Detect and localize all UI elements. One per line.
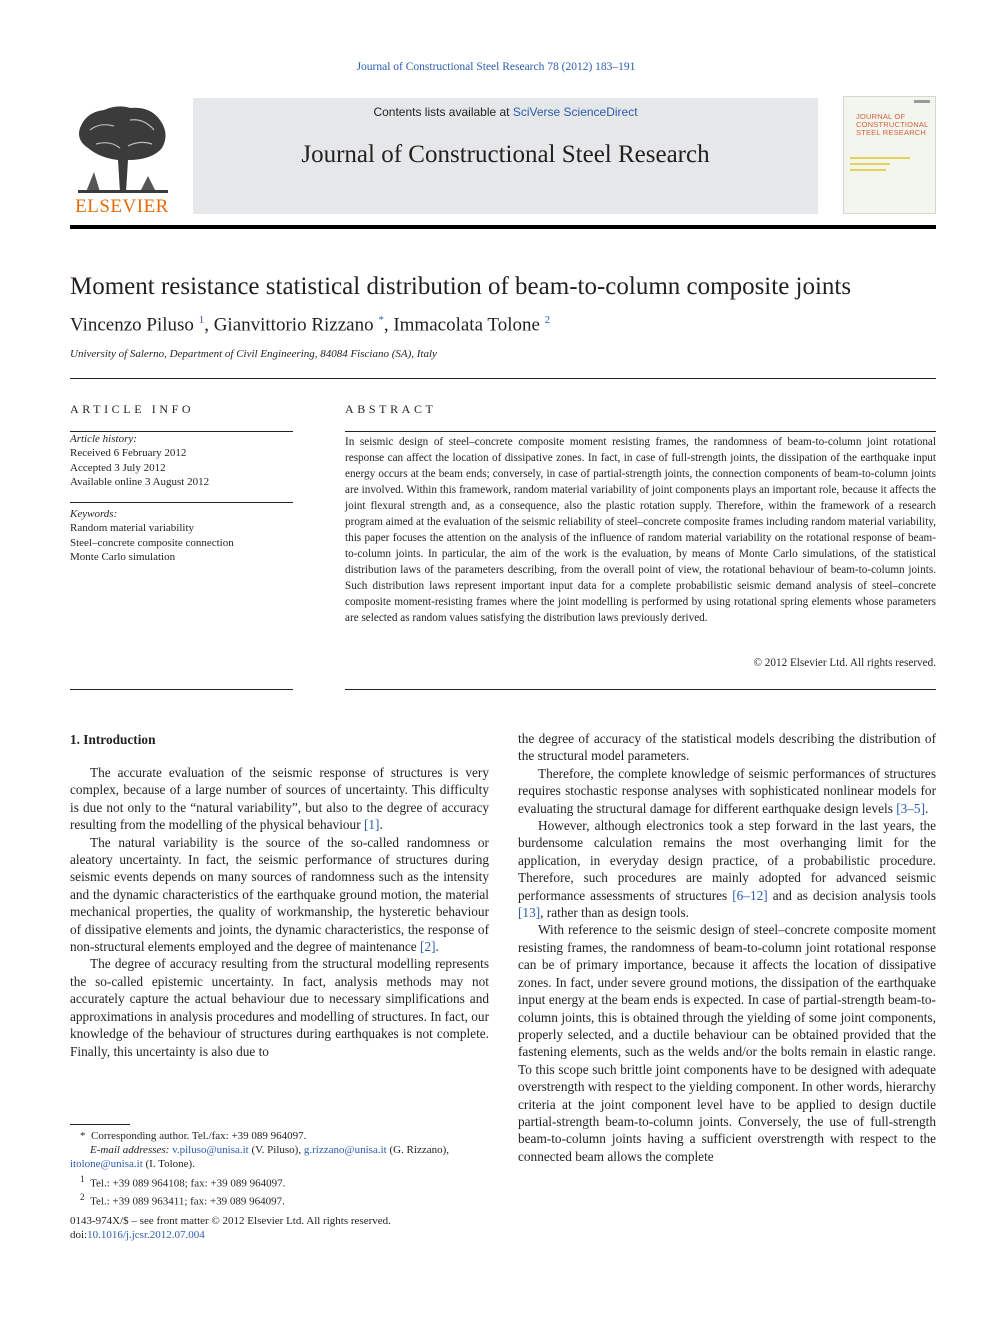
author-separator: ,: [383, 314, 394, 336]
author-footnote: $^1$ Tel.: +39 089 964108; fax: +39 089 964097.: [80, 1173, 286, 1190]
cover-issn-mark: [914, 100, 930, 103]
body-column-right: [518, 730, 936, 1165]
history-label: Article history:: [70, 433, 137, 445]
body-paragraph: The accurate evaluation of the seismic response of structures is very complex, because of a large number of sources of uncertainty. This difficulty is due not only to the “natural variability”, but also to the degree of accuracy resulting from the modelling of the physical behaviour [1].: [70, 765, 489, 833]
citation-link[interactable]: [6–12]: [732, 887, 768, 903]
article-info-heading: ARTICLE INFO: [70, 402, 195, 416]
header-rule: [70, 225, 936, 229]
body-paragraph: The degree of accuracy resulting from the structural modelling represents the so-called epistemic uncertainty. In fact, analysis methods may not accurately capture the actual behaviour due to necessary simplifications and approximations in analysis procedures and modelling of structures. In fact, our knowledge of the behaviour of structures during earthquakes is not complete. Finally, this uncertainty is also due to: [70, 956, 489, 1059]
affiliation: University of Salerno, Department of Civil Engineering, 84084 Fisciano (SA), Italy: [70, 348, 437, 360]
email-link[interactable]: g.rizzano@unisa.it: [303, 1144, 387, 1157]
cover-stripe: [850, 157, 910, 159]
contents-prefix: Contents lists available at: [373, 105, 513, 119]
body-paragraph: With reference to the seismic design of steel–concrete composite moment resisting frames, the randomness of beam-to-column joint rotational response can be of primary importance, because it affects the location of dissipative zones. In fact, under severe ground motions, the dissipation of the earthquake input energy at the beam ends is expected. In case of partial-strength beam-to-column joints, this is obtained through the yielding of some joint components, properly selected, and a ductile behaviour can be obtained provided that the fastening elements, such as the welds and/or the bolts remain in elastic range. To this scope such brittle joint components have to be designed with adequate overstrength with respect to the yielding component. In other words, hierarchy criteria at the joint component level have to be applied to design ductile partial-strength beam-to-column joints. Conversely, the use of full-strength beam-to-column joints having a sufficient overstrength with respect to the connected beam allows the complete: [518, 922, 936, 1164]
body-paragraph: Therefore, the complete knowledge of seismic performances of structures requires stochastic response analyses with sophisticated nonlinear models for evaluating the structural damage for different earthquake design levels [3–5].: [518, 765, 936, 816]
citation-link[interactable]: [3–5]: [896, 800, 926, 816]
citation-link[interactable]: [2]: [420, 939, 436, 955]
email-link[interactable]: itolone@unisa.it: [70, 1158, 143, 1171]
author-footnote: $^2$ Tel.: +39 089 963411; fax: +39 089 964097.: [80, 1192, 285, 1209]
keywords-block: [70, 507, 293, 565]
abstract-text: In seismic design of steel–concrete composite moment resisting frames, the randomness of beam-to-column joint rotational response can affect the location of dissipative zones. In fact, in case of full-strength joints, the dissipation of the earthquake input energy occurs at the beam ends; conversely, in case of partial-strength joints, the connection components of beam-to-column joints are involved. Within this framework, random material variability of joint components plays an important role, because it affects the joint flexural strength and, as a consequence, also the plastic rotation supply. Therefore, within the framework of a research program aimed at the evaluation of the seismic reliability of steel–concrete composite frames including random material variability, this paper focuses the attention on the analysis of the influence of random material variability on the rotational response of beam-to-column joints. In particular, the aim of the work is the evaluation, by means of Monte Carlo simulations, of the statistical distribution laws of the parameters describing, from the overall point of view, the rotational behaviour of beam-to-column joints. Such distribution laws represent important input data for a complete probabilistic seismic demand analysis of steel–concrete composite moment-resisting frames where the joint modelling is performed by using rotational spring elements whose parameters are selected as random values satisfying the distribution laws previously derived.: [345, 436, 936, 624]
article-history: [70, 432, 293, 490]
elsevier-wordmark: ELSEVIER: [75, 196, 169, 217]
keyword-item: Monte Carlo simulation: [70, 551, 176, 564]
body-paragraph: The natural variability is the source of the so-called randomness or aleatory uncertainty. In fact, the seismic performance of structures during seismic events depends on many sources of randomness such as the intensity and the dynamic characteristics of the earthquake ground motion, the material mechanical properties, the quality of workmanship, the hysteretic behaviour of dissipative elements and joints, the dynamic characteristics, the response of non-structural elements employed and the degree of maintenance [2].: [70, 834, 489, 955]
author-name: Gianvittorio Rizzano: [213, 314, 374, 336]
info-rule: [70, 689, 293, 690]
body-paragraph: the degree of accuracy of the statistical models describing the distribution of the structural model parameters.: [518, 731, 936, 764]
author-footnote-mark[interactable]: 1: [198, 314, 205, 326]
copyright-line: © 2012 Elsevier Ltd. All rights reserved.: [753, 657, 936, 669]
doi-line: doi:10.1016/j.jcsr.2012.07.004: [70, 1229, 205, 1241]
cover-stripe: [850, 169, 886, 171]
corresponding-author-mark[interactable]: *: [378, 314, 384, 326]
doi-link[interactable]: 10.1016/j.jcsr.2012.07.004: [87, 1229, 205, 1241]
email-footnote: E-mail addresses: v.piluso@unisa.it (V. Piluso), g.rizzano@unisa.it (G. Rizzano),: [90, 1144, 449, 1157]
body-paragraph: However, although electronics took a step forward in the last years, the burdensome calculation remains the most overhanging limit for the application, in everyday design practice, of a probabilistic procedure. Therefore, such procedures are mainly adopted for advanced seismic performance assessments of structures [6–12] and as decision analysis tools [13], rather than as design tools.: [518, 818, 936, 921]
cover-stripe: [850, 163, 890, 165]
keyword-item: Random material variability: [70, 522, 195, 535]
citation-link[interactable]: [13]: [518, 905, 541, 921]
footnotes: [70, 1129, 489, 1209]
accepted-date: Accepted 3 July 2012: [70, 461, 166, 474]
issn-line: 0143-974X/$ – see front matter © 2012 Elsevier Ltd. All rights reserved.: [70, 1215, 391, 1227]
abstract-rule: [345, 689, 936, 690]
email-footnote-cont: itolone@unisa.it (I. Tolone).: [70, 1158, 195, 1171]
citation-link[interactable]: [1]: [363, 817, 380, 833]
abstract-heading: ABSTRACT: [345, 402, 437, 416]
contents-available-line: [193, 105, 818, 119]
elsevier-logo: [70, 100, 175, 218]
abstract-rule: [345, 431, 936, 432]
info-rule: [70, 502, 293, 503]
footnote-rule: [70, 1124, 130, 1125]
email-link[interactable]: v.piluso@unisa.it: [172, 1144, 249, 1157]
page-footer: [70, 1214, 391, 1242]
section-heading: 1. Introduction: [70, 732, 156, 747]
keyword-item: Steel–concrete composite connection: [70, 536, 234, 549]
keywords-label: Keywords:: [70, 508, 118, 520]
author-footnote-mark[interactable]: 2: [544, 314, 551, 326]
journal-citation-link[interactable]: Journal of Constructional Steel Research 78 (2012) 183–191: [356, 61, 636, 73]
sciencedirect-link[interactable]: SciVerse ScienceDirect: [512, 105, 638, 119]
corresponding-footnote: * Corresponding author. Tel./fax: +39 089 964097.: [80, 1130, 307, 1142]
article-title: Moment resistance statistical distribution of beam-to-column composite joints: [70, 273, 852, 300]
journal-title: Journal of Constructional Steel Research: [301, 141, 710, 168]
body-column-left: [70, 764, 489, 1060]
cover-title: JOURNAL OF CONSTRUCTIONAL STEEL RESEARCH: [856, 112, 929, 137]
author-name: Immacolata Tolone: [393, 314, 540, 336]
author-list: [70, 314, 550, 336]
author-separator: ,: [204, 314, 214, 336]
received-date: Received 6 February 2012: [70, 447, 187, 460]
online-date: Available online 3 August 2012: [70, 476, 210, 489]
author-name: Vincenzo Piluso: [70, 314, 194, 336]
title-rule: [70, 378, 936, 379]
